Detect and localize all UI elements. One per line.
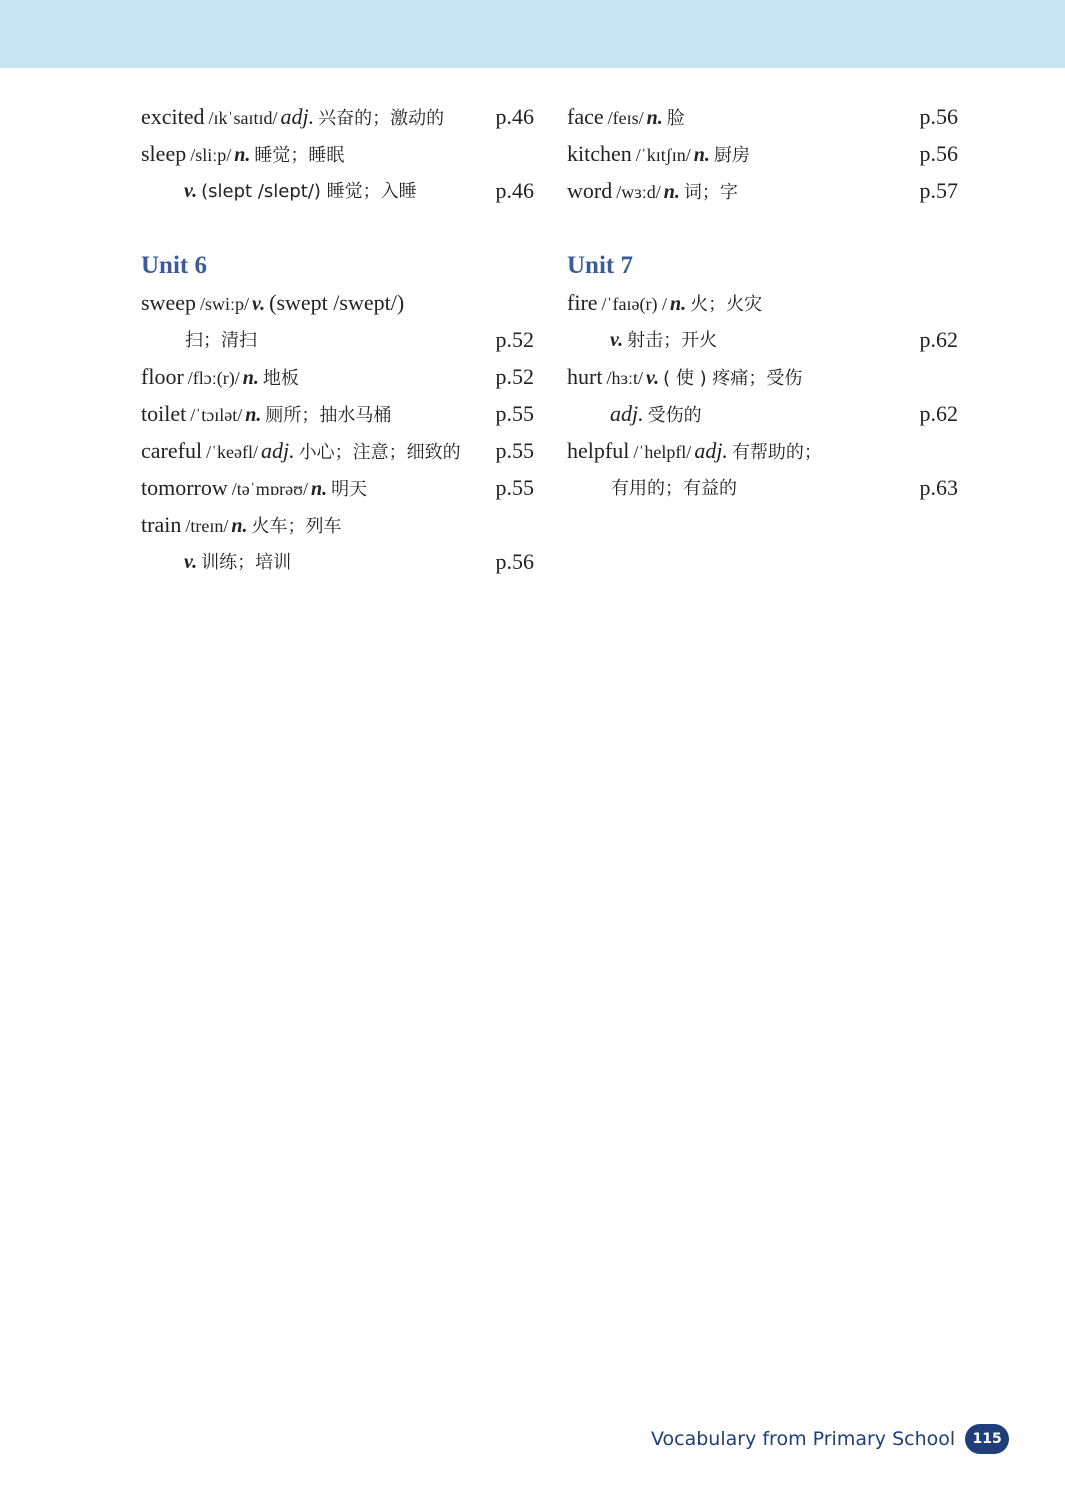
entry-ipa: /flɔː(r)/ [187,368,240,388]
entry-meaning: 有用的；有益的 [611,478,737,499]
entry-pos: n. [646,107,663,129]
entry-helpful [567,432,958,469]
entry-meaning: 火；火灾 [690,294,763,315]
footer-title: Vocabulary from Primary School [651,1428,956,1450]
entry-meaning: 扫；清扫 [185,330,257,351]
entry-page-ref: p.52 [495,364,534,389]
entry-ipa: /sliːp/ [190,145,232,165]
entry-ipa: /ˈkeəfl/ [206,442,259,462]
unit-heading: Unit 6 [141,252,207,279]
entry-pos: v. [610,329,624,351]
entry-meaning: (swept /swept/) [269,290,405,315]
entry-pos: adj. [280,104,315,129]
entry-pos: v. [252,293,266,315]
header-band [0,0,1065,68]
entry-word-entry [567,172,958,209]
entry-helpful-meaning [567,469,958,506]
entry-page-ref: p.62 [919,327,958,352]
entry-word: fire [567,290,598,315]
entry-hurt-adj [567,395,958,432]
entry-meaning: 射击；开火 [627,330,718,351]
entry-hurt [567,358,958,395]
entry-pos: n. [234,144,251,166]
entry-pos: v. [184,180,198,202]
entry-sweep-meaning [141,321,534,358]
entry-word: face [567,104,604,129]
entry-fire-verb [567,321,958,358]
entry-pos: n. [663,181,680,203]
entry-kitchen [567,135,958,172]
left-column [141,98,534,580]
entry-ipa: /ˈfaɪə(r) / [601,294,667,314]
entry-meaning: 厨房 [713,145,750,166]
entry-meaning: 睡觉；睡眠 [254,145,345,166]
entry-page-ref: p.46 [495,104,534,129]
entry-pos: n. [311,478,328,500]
entry-meaning: 小心；注意；细致的 [298,442,461,463]
entry-ipa: /təˈmɒrəʊ/ [231,479,309,499]
entry-page-ref: p.55 [495,438,534,463]
entry-tomorrow [141,469,534,506]
entry-page-ref: p.62 [919,401,958,426]
entry-meaning: 训练；培训 [201,552,292,573]
entry-meaning: ( 使 ) 疼痛；受伤 [663,368,803,389]
entry-pos: n. [242,367,259,389]
entry-floor [141,358,534,395]
entry-pos: adj. [261,438,295,463]
entry-sleep [141,135,534,172]
entry-word: excited [141,104,205,129]
entry-page-ref: p.63 [919,475,958,500]
page-number-badge: 115 [965,1424,1009,1454]
entry-word: careful [141,438,203,463]
entry-meaning: 受伤的 [647,405,702,426]
entry-pos: v. [646,367,660,389]
entry-pos: n. [245,404,262,426]
entry-page-ref: p.56 [495,549,534,574]
entry-ipa: /feɪs/ [607,108,644,128]
entry-sleep-verb [141,172,534,209]
entry-sweep [141,284,534,321]
entry-word: train [141,512,182,537]
entry-page-ref: p.52 [495,327,534,352]
entry-train [141,506,534,543]
entry-word: floor [141,364,184,389]
entry-meaning: 明天 [331,479,368,500]
entry-meaning: 兴奋的；激动的 [318,108,445,129]
entry-ipa: /wɜːd/ [616,182,661,202]
entry-ipa: /ˈhelpfl/ [633,442,692,462]
entry-meaning: 有帮助的； [731,442,822,463]
entry-pos: n. [231,515,248,537]
entry-excited [141,98,534,135]
entry-fire [567,284,958,321]
entry-page-ref: p.55 [495,475,534,500]
entry-ipa: /ˈtɔɪlət/ [190,405,243,425]
entry-meaning: (slept /slept/) 睡觉；入睡 [201,181,417,202]
entry-page-ref: p.56 [919,104,958,129]
entry-ipa: /treɪn/ [185,516,229,536]
entry-page-ref: p.56 [919,141,958,166]
entry-meaning: 厕所；抽水马桶 [265,405,392,426]
right-column [567,98,958,506]
entry-page-ref: p.46 [495,178,534,203]
entry-word: sweep [141,290,196,315]
entry-word: tomorrow [141,475,228,500]
entry-ipa: /ɪkˈsaɪtɪd/ [208,108,278,128]
entry-face [567,98,958,135]
entry-careful [141,432,534,469]
entry-meaning: 火车；列车 [251,516,342,537]
entry-meaning: 地板 [262,368,299,389]
entry-pos: adj. [694,438,728,463]
entry-toilet [141,395,534,432]
entry-word: sleep [141,141,187,166]
entry-page-ref: p.57 [919,178,958,203]
entry-train-verb [141,543,534,580]
entry-meaning: 词；字 [683,182,738,203]
unit-heading: Unit 7 [567,252,633,279]
entry-pos: n. [693,144,710,166]
entry-ipa: /ˈkɪtʃɪn/ [635,145,691,165]
page-footer [651,1424,1009,1454]
entry-meaning: 脸 [666,108,685,129]
entry-word: word [567,178,613,203]
entry-word: kitchen [567,141,632,166]
entry-pos: n. [669,293,687,315]
entry-word: toilet [141,401,187,426]
entry-ipa: /swiːp/ [199,294,249,314]
entry-page-ref: p.55 [495,401,534,426]
entry-ipa: /hɜːt/ [606,368,644,388]
entry-pos: adj. [610,401,644,426]
entry-pos: v. [184,551,198,573]
entry-word: helpful [567,438,630,463]
entry-word: hurt [567,364,603,389]
